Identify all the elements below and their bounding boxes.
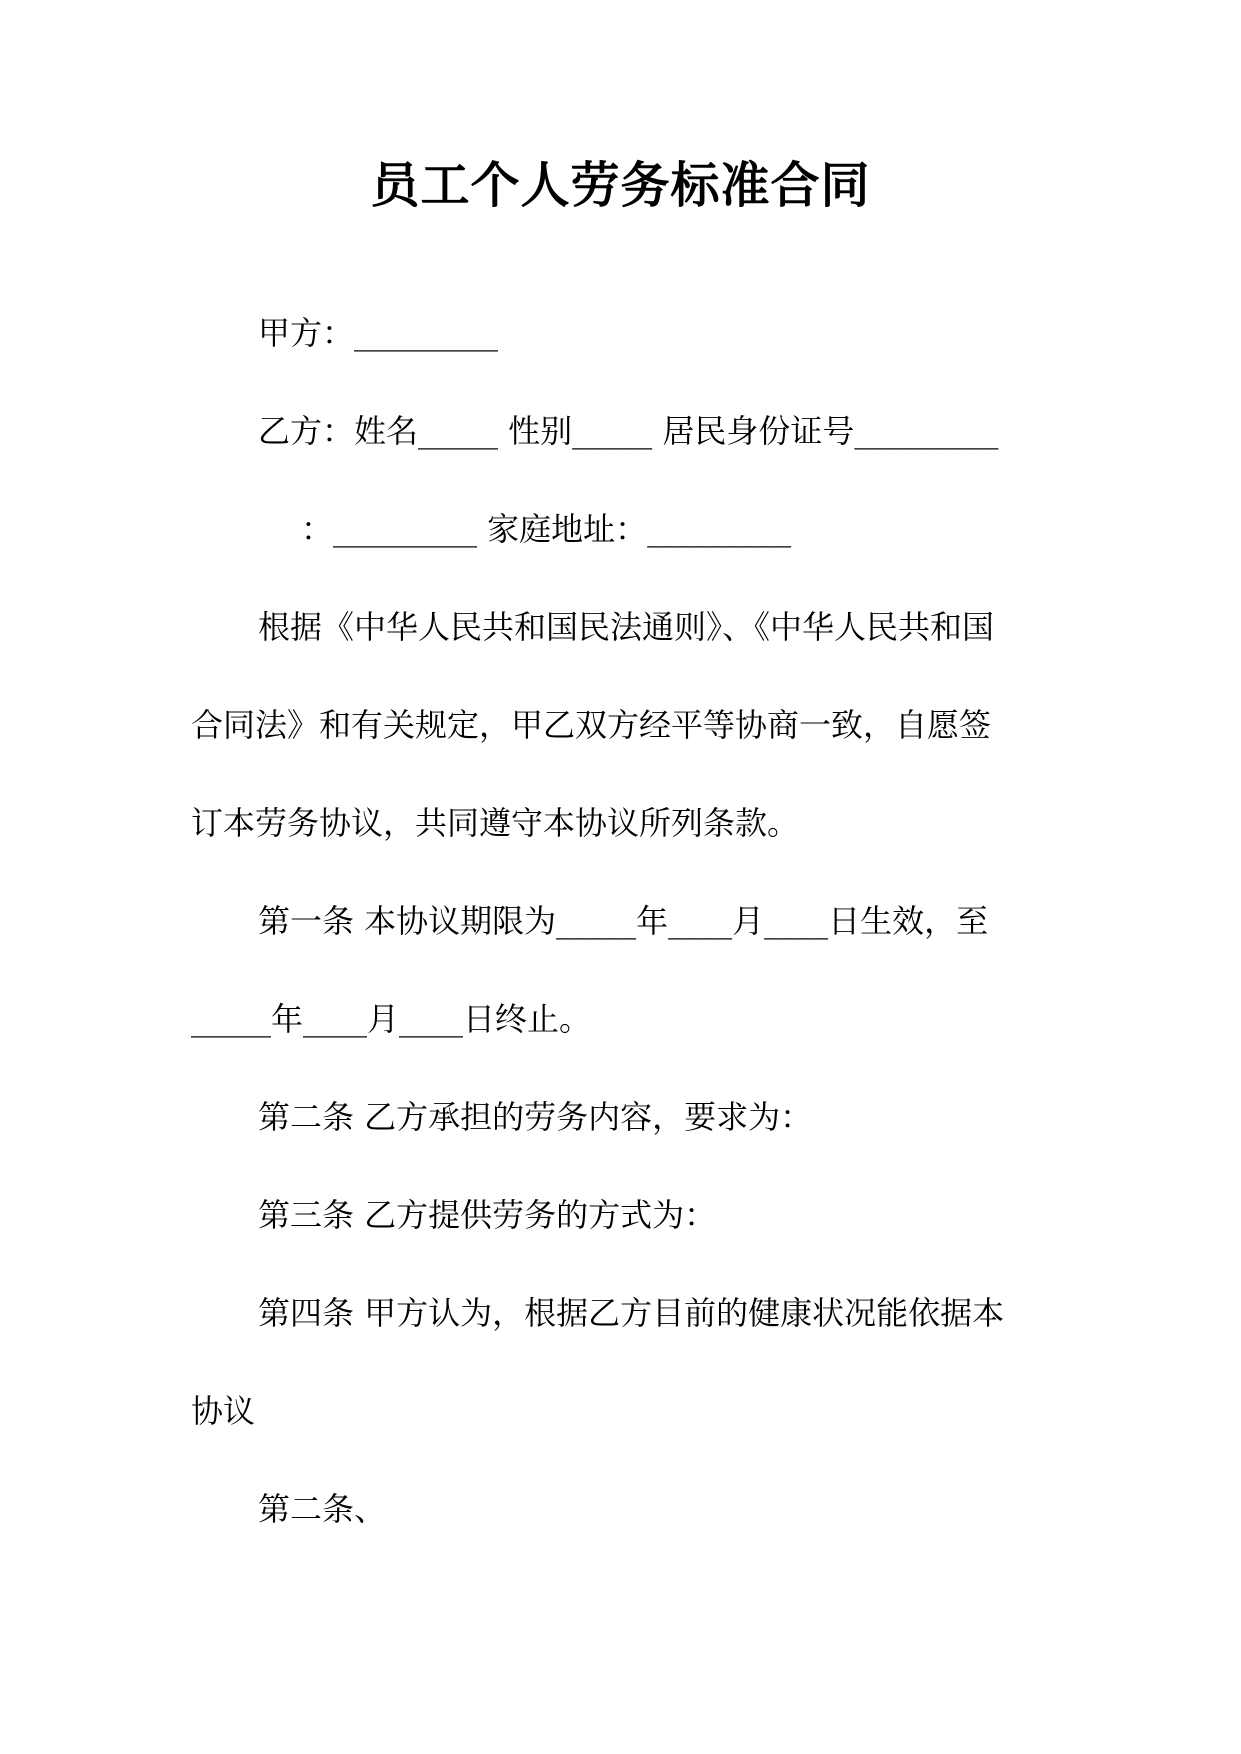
article-1-line-1: 第一条 本协议期限为_____年____月____日生效，至 <box>258 902 989 940</box>
article-3-line: 第三条 乙方提供劳务的方式为： <box>258 1196 717 1234</box>
preamble-line-2: 合同法》和有关规定，甲乙双方经平等协商一致，自愿签 <box>191 706 992 744</box>
preamble-line-3: 订本劳务协议，共同遵守本协议所列条款。 <box>191 804 800 842</box>
article-2-line: 第二条 乙方承担的劳务内容，要求为： <box>258 1098 813 1136</box>
party-b-address-line: ：_________ 家庭地址：_________ <box>301 510 792 548</box>
article-4-line-2: 协议 <box>191 1392 256 1430</box>
preamble-line-1: 根据《中华人民共和国民法通则》、《中华人民共和国 <box>258 608 995 646</box>
party-a-line: 甲方：_________ <box>258 314 499 352</box>
party-b-line: 乙方：姓名_____ 性别_____ 居民身份证号_________ <box>258 412 999 450</box>
article-2-repeat-line: 第二条、 <box>258 1490 387 1528</box>
article-4-line-1: 第四条 甲方认为，根据乙方目前的健康状况能依据本 <box>258 1294 1005 1332</box>
article-1-line-2: _____年____月____日终止。 <box>191 1000 592 1038</box>
document-title: 员工个人劳务标准合同 <box>370 156 871 214</box>
